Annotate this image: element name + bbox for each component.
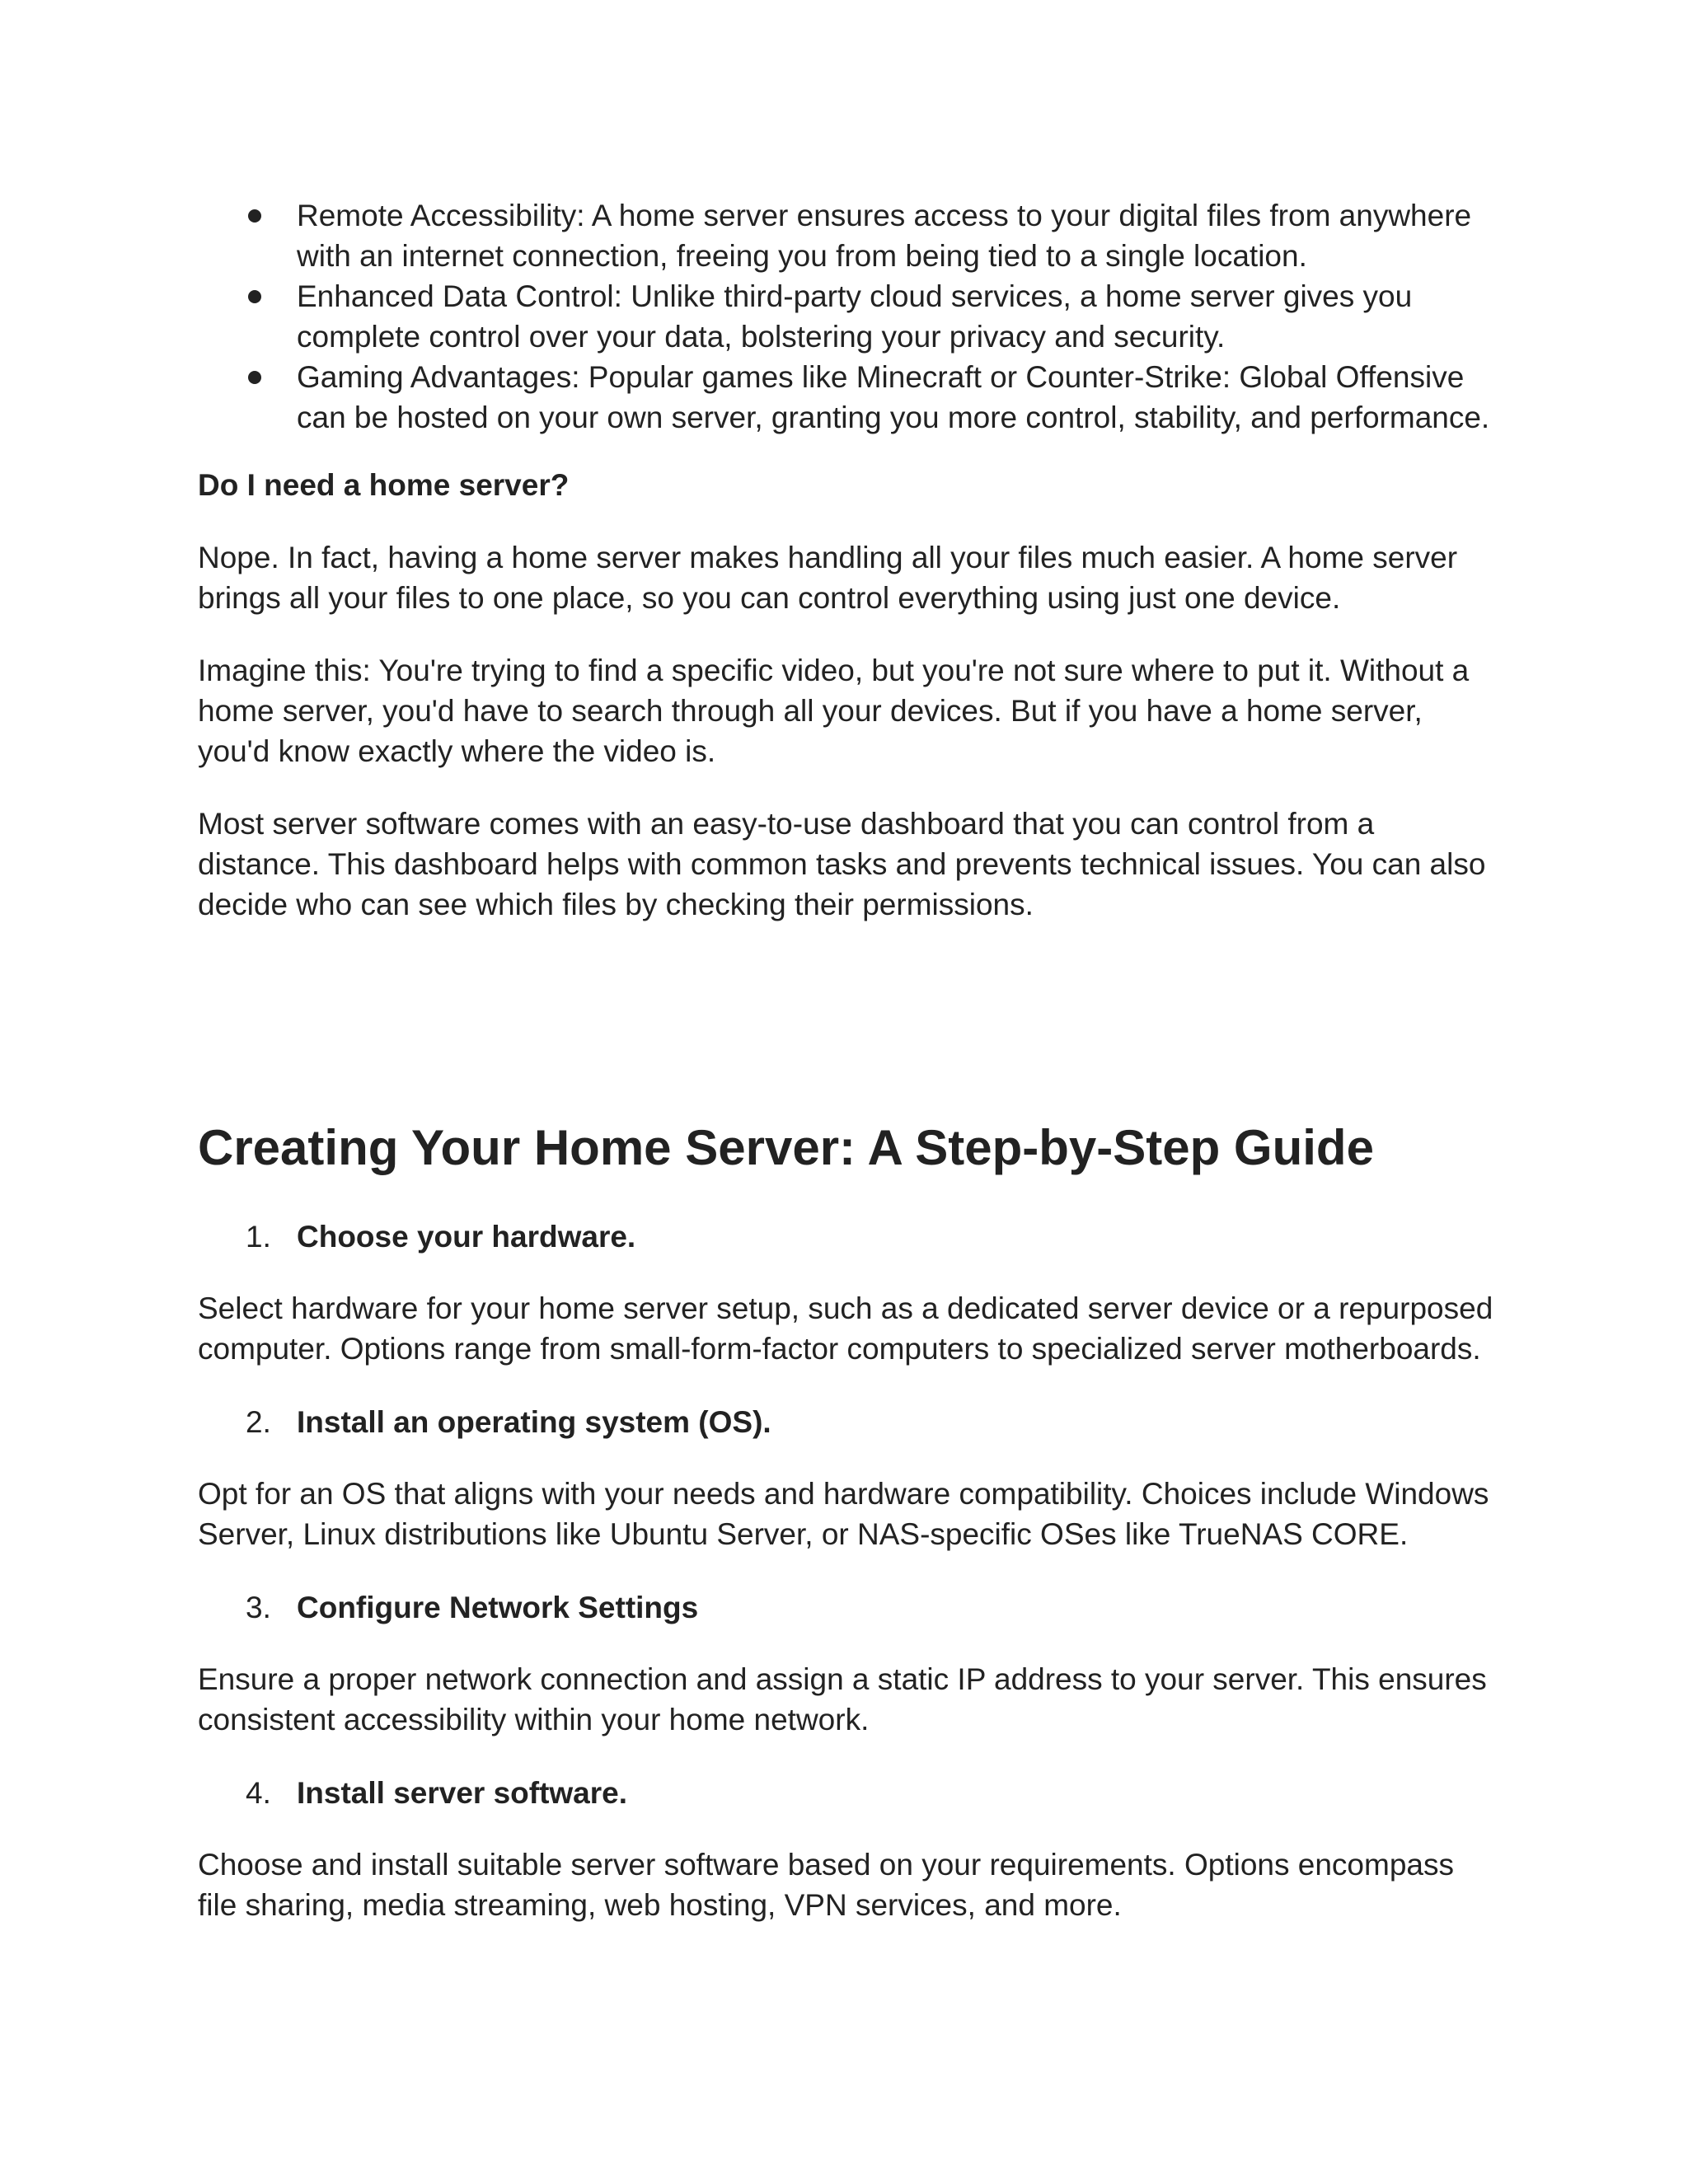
paragraph [198, 1474, 1517, 1554]
list-item [198, 195, 1500, 276]
list-item-line: complete control over your data, bolstering your privacy and security. [297, 320, 1226, 354]
list-item [198, 276, 1500, 357]
paragraph-line: Choose and install suitable server software based on your requirements. Options encompass [198, 1848, 1454, 1882]
benefits-list [198, 195, 1500, 438]
paragraph-line: Opt for an OS that aligns with your needs and hardware compatibility. Choices include Windows [198, 1477, 1489, 1511]
page-title: Creating Your Home Server: A Step-by-Step Guide [198, 1120, 1374, 1175]
step-title: Choose your hardware. [297, 1220, 636, 1254]
step-number: 4. [246, 1776, 271, 1810]
paragraph-line: Select hardware for your home server setup, such as a dedicated server device or a repurposed [198, 1291, 1493, 1325]
paragraph-line: distance. This dashboard helps with common tasks and prevents technical issues. You can also [198, 847, 1486, 881]
paragraph-line: Ensure a proper network connection and assign a static IP address to your server. This ensures [198, 1662, 1487, 1696]
step-title: Configure Network Settings [297, 1591, 699, 1624]
bullet-icon [248, 371, 261, 384]
list-item-line: with an internet connection, freeing you from being tied to a single location. [297, 239, 1307, 273]
list-item-line: can be hosted on your own server, granting you more control, stability, and performance. [297, 401, 1490, 434]
paragraph [198, 537, 1517, 618]
paragraph-line: file sharing, media streaming, web hosting, VPN services, and more. [198, 1888, 1122, 1922]
bullet-icon [248, 209, 261, 223]
step-number: 2. [246, 1405, 271, 1439]
list-item-line: Enhanced Data Control: Unlike third-party cloud services, a home server gives you [297, 279, 1413, 313]
paragraph [198, 1659, 1517, 1740]
list-item [198, 357, 1500, 438]
paragraph-line: Most server software comes with an easy-to-use dashboard that you can control from a [198, 807, 1375, 841]
section-subheading: Do I need a home server? [198, 468, 570, 502]
paragraph [198, 650, 1517, 771]
paragraph-line: you'd know exactly where the video is. [198, 734, 716, 768]
paragraph-line: Nope. In fact, having a home server makes handling all your files much easier. A home server [198, 541, 1458, 574]
step-number: 3. [246, 1591, 271, 1624]
bullet-icon [248, 290, 261, 303]
paragraph-line: decide who can see which files by checking their permissions. [198, 888, 1034, 921]
paragraph-line: computer. Options range from small-form-factor computers to specialized server motherboards. [198, 1332, 1481, 1366]
paragraph-line: consistent accessibility within your home network. [198, 1703, 870, 1736]
step-title: Install server software. [297, 1776, 628, 1810]
paragraph-line: brings all your files to one place, so you can control everything using just one device. [198, 581, 1341, 615]
paragraph-line: home server, you'd have to search through all your devices. But if you have a home server, [198, 694, 1423, 728]
paragraph-line: Server, Linux distributions like Ubuntu Server, or NAS-specific OSes like TrueNAS CORE. [198, 1517, 1409, 1551]
step-number: 1. [246, 1220, 271, 1254]
paragraph [198, 804, 1517, 925]
paragraph [198, 1844, 1517, 1925]
list-item-line: Gaming Advantages: Popular games like Minecraft or Counter-Strike: Global Offensive [297, 360, 1465, 394]
paragraph-line: Imagine this: You're trying to find a specific video, but you're not sure where to put it. Without a [198, 654, 1470, 687]
step-title: Install an operating system (OS). [297, 1405, 771, 1439]
list-item-line: Remote Accessibility: A home server ensures access to your digital files from anywhere [297, 199, 1472, 232]
paragraph [198, 1288, 1517, 1369]
